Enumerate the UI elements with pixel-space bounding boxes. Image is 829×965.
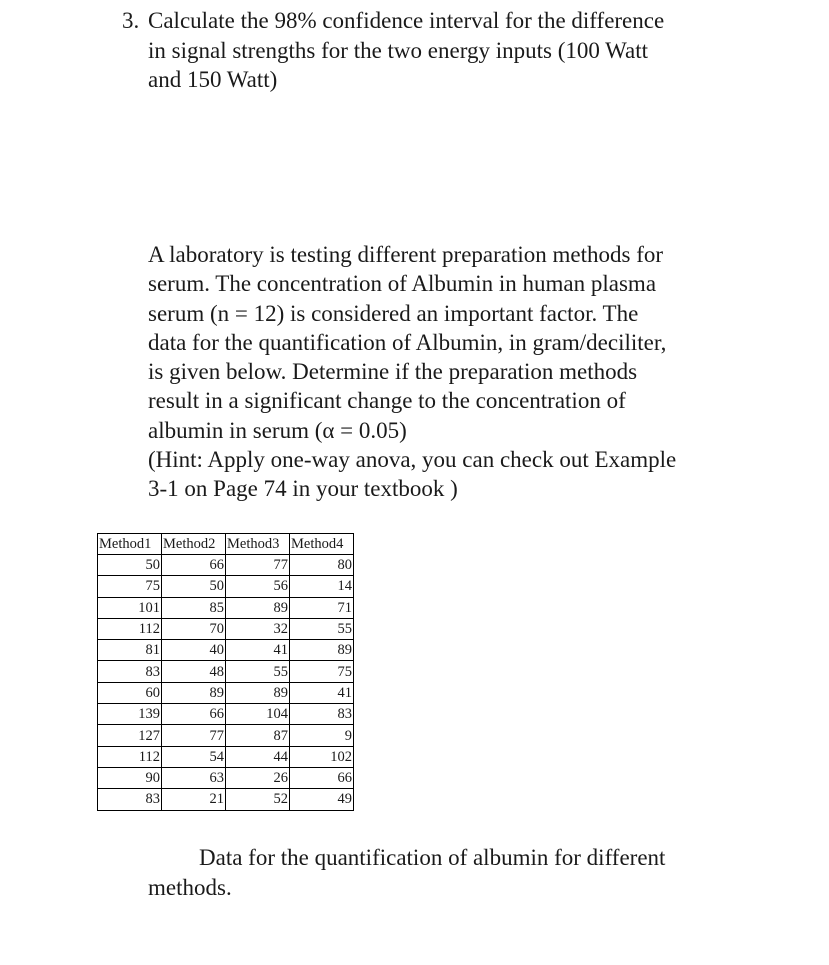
table-cell-method3: 41 [226, 640, 290, 661]
table-cell-method1: 127 [98, 725, 162, 746]
table-cell-method4: 9 [290, 725, 354, 746]
problem-line: (Hint: Apply one-way anova, you can check out Example [148, 447, 677, 473]
table-row [98, 618, 354, 639]
table-cell-method3: 52 [226, 789, 290, 810]
table-cell-method2: 63 [162, 767, 226, 788]
table-cell-method4: 49 [290, 789, 354, 810]
table-cell-method2: 77 [162, 725, 226, 746]
problem-line: is given below. Determine if the preparation methods [148, 359, 638, 385]
table-cell-method4: 41 [290, 682, 354, 703]
table-cell-method3: 104 [226, 704, 290, 725]
table-cell-method4: 102 [290, 746, 354, 767]
table-cell-method2: 48 [162, 661, 226, 682]
caption-line-1: Data for the quantification of albumin for different [199, 845, 666, 870]
table-row [98, 682, 354, 703]
problem-line: A laboratory is testing different preparation methods for [148, 242, 664, 267]
problem-line: data for the quantification of Albumin, in gram/deciliter, [148, 329, 667, 355]
problem-line: serum. The concentration of Albumin in human plasma [148, 271, 657, 297]
table-row [98, 555, 354, 576]
table-cell-method3: 89 [226, 682, 290, 703]
table-cell-method4: 55 [290, 618, 354, 639]
albumin-data-table [97, 533, 354, 811]
problem-line: result in a significant change to the concentration of [148, 388, 626, 414]
table-cell-method4: 66 [290, 767, 354, 788]
table-cell-method3: 55 [226, 661, 290, 682]
problem-line: serum (n = 12) is considered an important factor. The [148, 300, 639, 326]
table-cell-method1: 112 [98, 618, 162, 639]
table-cell-method4: 83 [290, 704, 354, 725]
table-cell-method1: 81 [98, 640, 162, 661]
table-cell-method3: 87 [226, 725, 290, 746]
problem-statement [148, 240, 768, 504]
problem-line: albumin in serum (α = 0.05) [148, 417, 407, 443]
table-cell-method3: 89 [226, 597, 290, 618]
table-cell-method1: 50 [98, 555, 162, 576]
table-cell-method2: 85 [162, 597, 226, 618]
table-body [98, 555, 354, 811]
table-cell-method2: 66 [162, 555, 226, 576]
column-header-method1: Method1 [98, 534, 162, 555]
table-cell-method3: 56 [226, 576, 290, 597]
table-row [98, 746, 354, 767]
table-cell-method4: 14 [290, 576, 354, 597]
table-cell-method2: 21 [162, 789, 226, 810]
table-cell-method1: 83 [98, 789, 162, 810]
table-cell-method1: 139 [98, 704, 162, 725]
table-cell-method3: 26 [226, 767, 290, 788]
table-cell-method3: 77 [226, 555, 290, 576]
table-row [98, 597, 354, 618]
table-cell-method4: 89 [290, 640, 354, 661]
table-cell-method2: 50 [162, 576, 226, 597]
table-cell-method3: 44 [226, 746, 290, 767]
table-cell-method2: 40 [162, 640, 226, 661]
table-cell-method2: 54 [162, 746, 226, 767]
table-cell-method4: 75 [290, 661, 354, 682]
table-cell-method1: 90 [98, 767, 162, 788]
column-header-method4: Method4 [290, 534, 354, 555]
table-cell-method1: 60 [98, 682, 162, 703]
table-cell-method2: 70 [162, 618, 226, 639]
column-header-method2: Method2 [162, 534, 226, 555]
table-cell-method2: 66 [162, 704, 226, 725]
table-cell-method1: 101 [98, 597, 162, 618]
question-3-line-1 [122, 6, 762, 36]
table-header-row [98, 534, 354, 555]
table-row [98, 767, 354, 788]
table-cell-method1: 83 [98, 661, 162, 682]
table-cell-method2: 89 [162, 682, 226, 703]
table-cell-method4: 80 [290, 555, 354, 576]
table-cell-method1: 112 [98, 746, 162, 767]
question-number: 3. [122, 8, 140, 33]
table-row [98, 789, 354, 810]
table-cell-method3: 32 [226, 618, 290, 639]
column-header-method3: Method3 [226, 534, 290, 555]
problem-line: 3-1 on Page 74 in your textbook ) [148, 476, 458, 502]
question-3-text-3: and 150 Watt) [148, 67, 278, 92]
question-3 [122, 6, 762, 95]
table-row [98, 725, 354, 746]
question-3-text-2: in signal strengths for the two energy inputs (100 Watt [148, 37, 649, 63]
table-row [98, 661, 354, 682]
caption-line-2: methods. [148, 874, 232, 900]
table-caption [148, 843, 768, 902]
question-3-text-1: Calculate the 98% confidence interval for the difference [148, 8, 665, 33]
table-cell-method1: 75 [98, 576, 162, 597]
table-cell-method4: 71 [290, 597, 354, 618]
table-row [98, 576, 354, 597]
table-row [98, 640, 354, 661]
table-row [98, 704, 354, 725]
